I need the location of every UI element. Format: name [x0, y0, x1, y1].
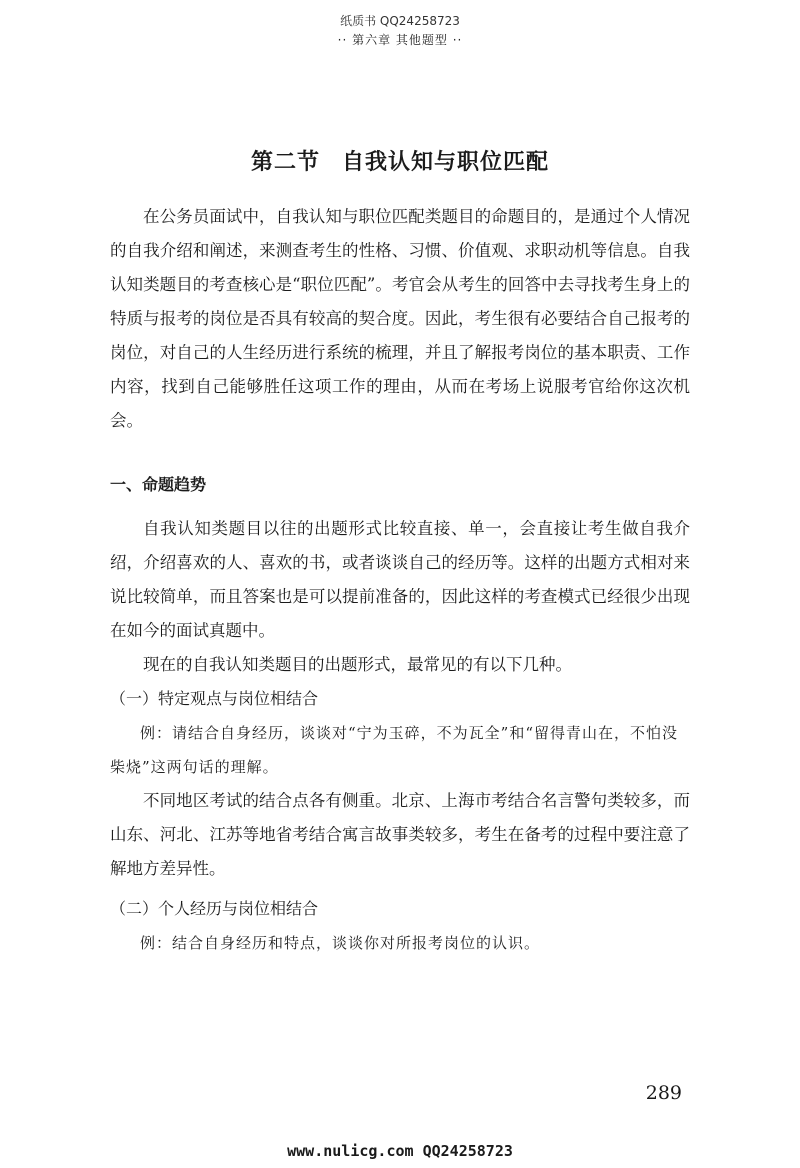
page-content [110, 200, 690, 960]
trend-paragraph-2: 现在的自我认知类题目的出题形式，最常见的有以下几种。 [143, 655, 572, 674]
section-title [0, 145, 800, 176]
trend-paragraph-1: 自我认知类题目以往的出题形式比较直接、单一，会直接让考生做自我介绍，介绍喜欢的人、喜欢的书，或者谈谈自己的经历等。这样的出题方式相对来说比较简单，而且答案也是可以提前准备的，因此这样的考查模式已经很少出现在如今的面试真题中。 [110, 519, 690, 640]
running-head: ·· 第六章 其他题型 ·· [337, 33, 463, 47]
watermark-top: 纸质书 QQ24258723 [340, 14, 460, 28]
page-number: 289 [645, 1082, 682, 1104]
section-title-text: 自我认知与职位匹配 [342, 150, 550, 175]
section-number: 第二节 [250, 150, 320, 175]
regional-note-paragraph: 不同地区考试的结合点各有侧重。北京、上海市考结合名言警句类较多，而山东、河北、江苏等地省考结合寓言故事类较多，考生在备考的过程中要注意了解地方差异性。 [110, 791, 690, 878]
subheading-1: （一）特定观点与岗位相结合 [110, 689, 319, 708]
example-2: 例：结合自身经历和特点，谈谈你对所报考岗位的认识。 [140, 934, 541, 952]
subheading-2: （二）个人经历与岗位相结合 [110, 899, 319, 918]
heading-trend: 一、命题趋势 [110, 475, 207, 494]
intro-paragraph: 在公务员面试中，自我认知与职位匹配类题目的命题目的，是通过个人情况的自我介绍和阐述，来测查考生的性格、习惯、价值观、求职动机等信息。自我认知类题目的考查核心是“职位匹配”。考官会从考生的回答中去寻找考生身上的特质与报考的岗位是否具有较高的契合度。因此，考生很有必要结合自己报考的岗位，对自己的人生经历进行系统的梳理，并且了解报考岗位的基本职责、工作内容，找到自己能够胜任这项工作的理由，从而在考场上说服考官给你这次机会。 [110, 207, 690, 430]
watermark-bottom: www.nulicg.com QQ24258723 [287, 1142, 513, 1160]
example-1: 例：请结合自身经历，谈谈对“宁为玉碎，不为瓦全”和“留得青山在，不怕没柴烧”这两句话的理解。 [110, 724, 679, 776]
